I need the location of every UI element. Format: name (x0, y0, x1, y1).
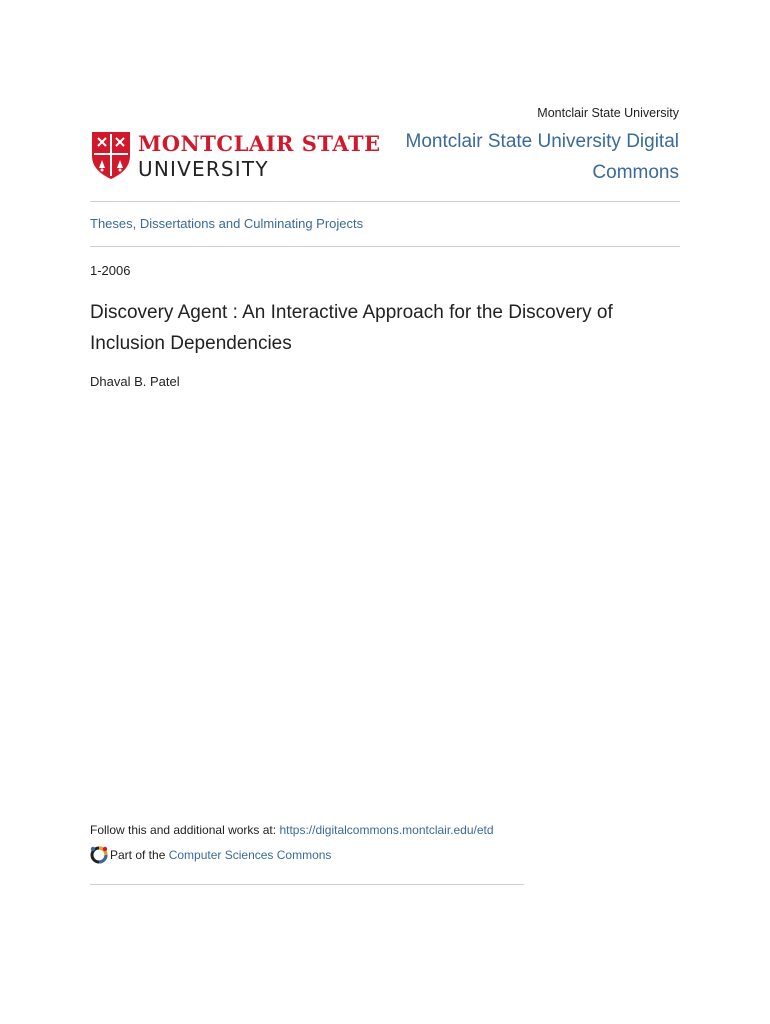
logo-line-2: UNIVERSITY (138, 157, 269, 181)
publication-date: 1-2006 (90, 263, 131, 278)
follow-prefix: Follow this and additional works at: (90, 823, 280, 837)
institution-name: Montclair State University (537, 106, 679, 120)
follow-line (90, 823, 494, 837)
author-name: Dhaval B. Patel (90, 374, 180, 389)
computer-sciences-commons-link[interactable]: Computer Sciences Commons (168, 848, 332, 862)
document-title: Discovery Agent : An Interactive Approach for the Discovery of Inclusion Dependencies (90, 302, 613, 354)
montclair-shield-logo-icon (90, 130, 132, 180)
part-of-prefix: Part of the (110, 848, 169, 862)
university-logo[interactable] (90, 128, 381, 184)
network-commons-icon (90, 846, 108, 864)
part-of-line (90, 846, 331, 864)
follow-url-link[interactable]: https://digitalcommons.montclair.edu/etd (279, 823, 494, 837)
repository-title-link[interactable]: Montclair State University Digital Commons (405, 131, 679, 183)
logo-line-1: MONTCLAIR STATE (138, 131, 381, 156)
divider (90, 201, 680, 202)
collection-link[interactable]: Theses, Dissertations and Culminating Projects (90, 216, 364, 231)
divider (90, 246, 680, 247)
divider (90, 884, 524, 885)
